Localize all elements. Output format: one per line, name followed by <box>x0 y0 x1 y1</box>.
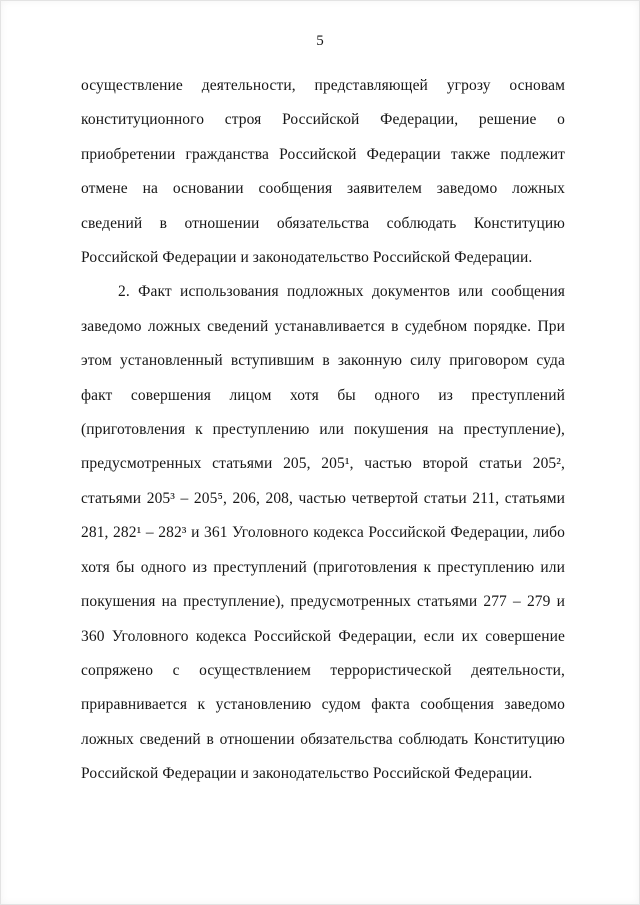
paragraph-continuation: осуществление деятельности, представляющей угрозу основам конституционного строя Российской Федерации, решение о приобретении гражданства Российской Федерации также подлежит отмене на основании сообщения заявителем заведомо ложных сведений в отношении обязательства соблюдать Конституцию Российской Федерации и законодательство Российской Федерации. <box>81 77 565 267</box>
document-body <box>81 69 565 792</box>
page-number: 5 <box>316 33 324 49</box>
paragraph-item-2: 2. Факт использования подложных документов или сообщения заведомо ложных сведений устанавливается в судебном порядке. При этом установленный вступившим в законную силу приговором суда факт совершения лицом хотя бы одного из преступлений (приготовления к преступлению или покушения на преступление), предусмотренных статьями 205, 205¹, частью второй статьи 205², статьями 205³ – 205⁵, 206, 208, частью четвертой статьи 211, статьями 281, 282¹ – 282³ и 361 Уголовного кодекса Российской Федерации, либо хотя бы одного из преступлений (приготовления к преступлению или покушения на преступление), предусмотренных статьями 277 – 279 и 360 Уголовного кодекса Российской Федерации, если их совершение сопряжено с осуществлением террористической деятельности, приравнивается к установлению судом факта сообщения заведомо ложных сведений в отношении обязательства соблюдать Конституцию Российской Федерации и законодательство Российской Федерации. <box>81 283 565 783</box>
